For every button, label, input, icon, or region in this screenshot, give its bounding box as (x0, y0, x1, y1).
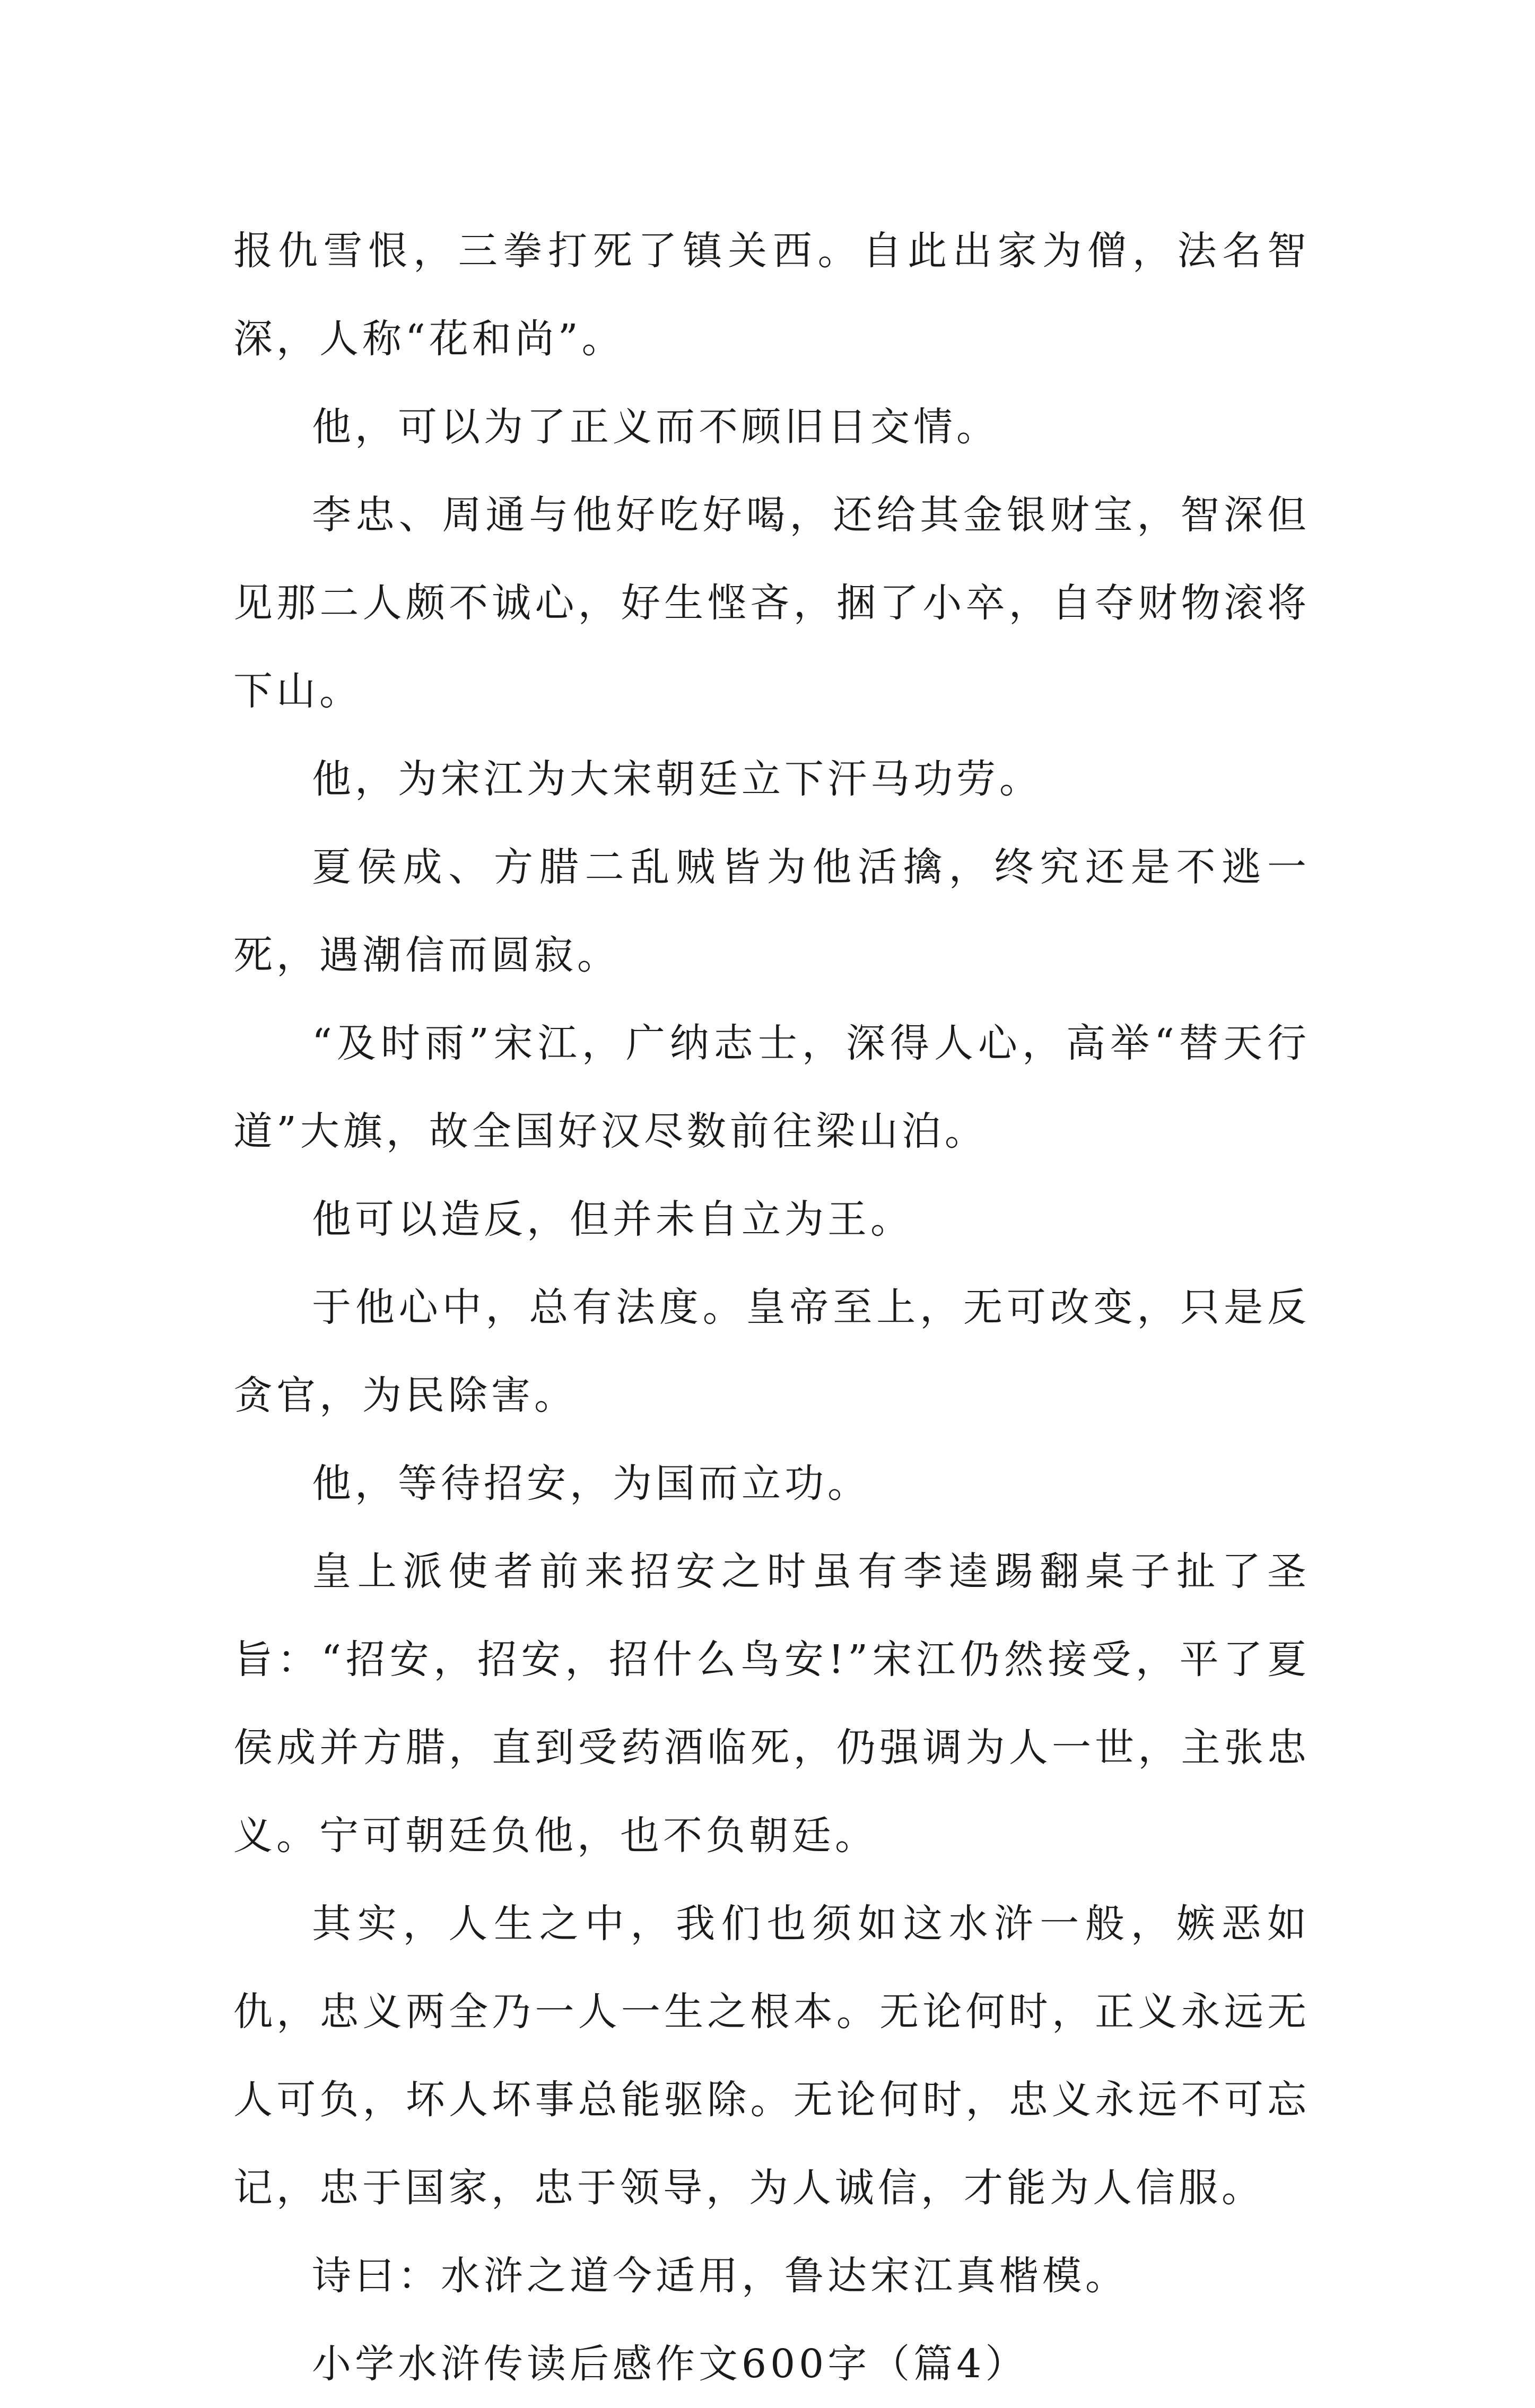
paragraph-10: 皇上派使者前来招安之时虽有李逵踢翻桌子扯了圣旨：“招安，招安，招什么鸟安!”宋江仍然接受，平了夏侯成并方腊，直到受药酒临死，仍强调为人一世，主张忠义。宁可朝廷负他，也不负朝廷。 (233, 1549, 1310, 1859)
paragraph-9: 他，等待招安，为国而立功。 (312, 1461, 870, 1506)
section-heading: 小学水浒传读后感作文600字（篇4） (312, 2341, 1028, 2387)
paragraph-1: 报仇雪恨，三拳打死了镇关西。自此出家为僧，法名智深，人称“花和尚”。 (233, 228, 1310, 362)
paragraph-4: 他，为宋江为大宋朝廷立下汗马功劳。 (312, 756, 1042, 802)
paragraph-7: 他可以造反，但并未自立为王。 (312, 1197, 913, 1242)
paragraph-8: 于他心中，总有法度。皇帝至上，无可改变，只是反贪官，为民除害。 (233, 1285, 1310, 1418)
paragraph-3: 李忠、周通与他好吃好喝，还给其金银财宝，智深但见那二人颇不诚心，好生悭吝，捆了小卒，自夺财物滚将下山。 (233, 492, 1310, 714)
paragraph-5: 夏侯成、方腊二乱贼皆为他活擒，终究还是不逃一死，遇潮信而圆寂。 (233, 844, 1310, 978)
paragraph-2: 他，可以为了正义而不顾旧日交情。 (312, 404, 999, 450)
paragraph-12: 诗曰：水浒之道今适用，鲁达宋江真楷模。 (312, 2253, 1128, 2299)
paragraph-11: 其实，人生之中，我们也须如这水浒一般，嫉恶如仇，忠义两全乃一人一生之根本。无论何时，正义永远无人可负，坏人坏事总能驱除。无论何时，忠义永远不可忘记，忠于国家，忠于领导，为人诚信，才能为人信服。 (233, 1901, 1310, 2211)
paragraph-6: “及时雨”宋江，广纳志士，深得人心，高举“替天行道”大旗，故全国好汉尽数前往梁山泊。 (233, 1020, 1310, 1154)
document-body (233, 207, 1310, 2408)
